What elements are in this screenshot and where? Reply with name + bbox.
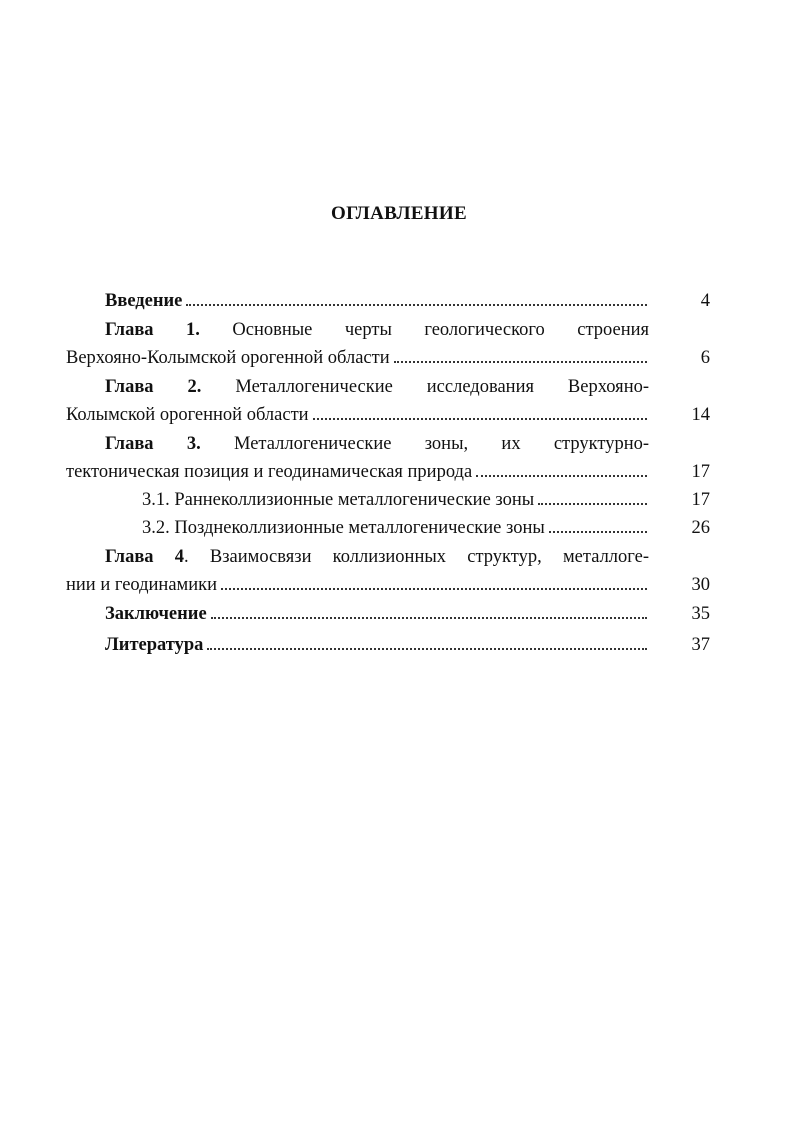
dot-leader	[211, 617, 647, 619]
page-number: 17	[691, 490, 710, 510]
entry-title-cont: тектоническая позиция и геодинамическая природа	[66, 462, 473, 482]
dot-leader	[394, 361, 647, 363]
dot-leader	[549, 531, 647, 533]
entry-title: Основные черты геологического строения	[232, 320, 650, 340]
page-number: 14	[691, 405, 710, 425]
page-number: 17	[691, 462, 710, 482]
entry-label: Введение	[105, 291, 183, 311]
page-title: ОГЛАВЛЕНИЕ	[331, 203, 467, 224]
entry-label: Глава 2.	[105, 377, 202, 397]
entry-title-cont: нии и геодинамики	[66, 575, 218, 595]
page-number: 37	[691, 635, 710, 655]
entry-title: . Взаимосвязи коллизионных структур, металлоге-	[184, 547, 649, 567]
page-number: 6	[700, 348, 710, 368]
dot-leader	[186, 304, 647, 306]
entry-label: 3.2. Позднеколлизионные металлогенические зоны	[142, 518, 545, 538]
dot-leader	[207, 648, 647, 650]
entry-label: 3.1. Раннеколлизионные металлогенические зоны	[142, 490, 535, 510]
dot-leader	[221, 588, 647, 590]
entry-title-cont: Верхояно-Колымской орогенной области	[66, 348, 390, 368]
entry-label: Заключение	[105, 604, 207, 624]
page-number: 26	[691, 518, 710, 538]
page-number: 30	[691, 575, 710, 595]
entry-title: Металлогенические исследования Верхояно-	[235, 377, 649, 397]
entry-title-cont: Колымской орогенной области	[66, 405, 309, 425]
entry-label: Литература	[105, 635, 204, 655]
entry-label: Глава 3.	[105, 434, 201, 454]
dot-leader	[313, 418, 647, 420]
entry-label: Глава 4	[105, 547, 185, 567]
page-number: 4	[700, 291, 710, 311]
entry-label: Глава 1.	[105, 320, 200, 340]
entry-title: Металлогенические зоны, их структурно-	[234, 434, 650, 454]
dot-leader	[538, 503, 647, 505]
dot-leader	[476, 475, 647, 477]
page-number: 35	[691, 604, 710, 624]
